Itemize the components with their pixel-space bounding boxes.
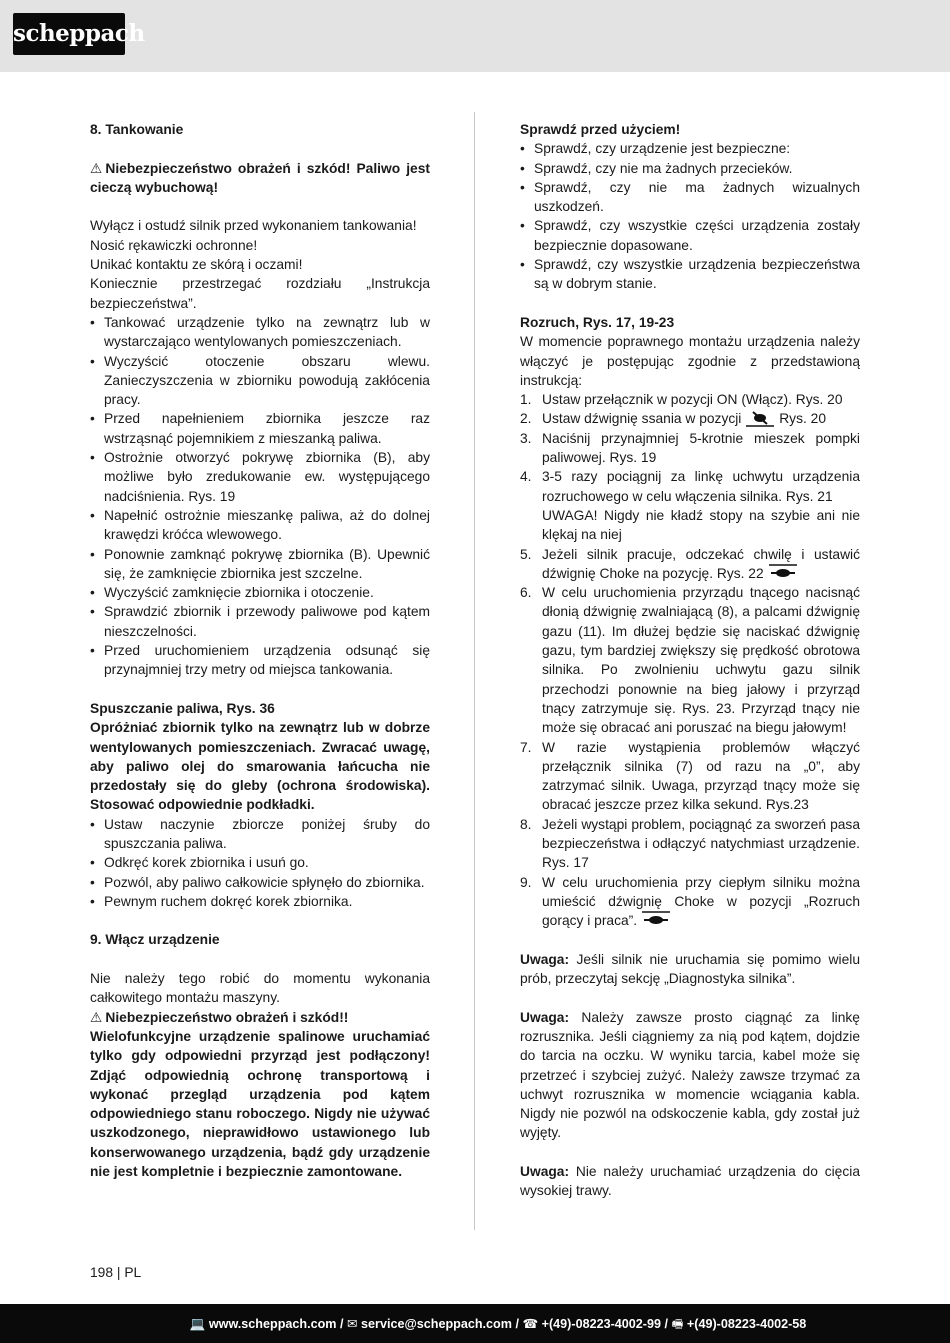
section-8-warning-text: Niebezpieczeństwo obrażeń i szkód! Paliwo jest cieczą wybuchową! xyxy=(90,160,430,195)
step-text: Jeżeli wystąpi problem, pociągnąć za sworzeń pasa bezpieczeństwa i odłączyć natychmiast urządzenie. Rys. 17 xyxy=(542,816,860,871)
page-footer xyxy=(0,1304,950,1343)
step-number: 8. xyxy=(520,816,532,832)
step-number: 2. xyxy=(520,411,532,427)
note-label: Uwaga: xyxy=(520,951,570,967)
list-item: • Sprawdź, czy urządzenie jest bezpieczne: xyxy=(520,139,860,158)
step-number: 7. xyxy=(520,739,532,755)
step-text: 3-5 razy pociągnij za linkę uchwytu urządzenia rozruchowego w celu włączenia silnika. Rys. 21 xyxy=(542,469,860,504)
list-item: • Ostrożnie otworzyć pokrywę zbiornika (B), aby możliwe było zredukowanie ew. występującego nadciśnienia. Rys. 19 xyxy=(90,448,430,506)
list-item: • Przed uruchomieniem urządzenia odsunąć się przynajmniej trzy metry od miejsca tankowania. xyxy=(90,641,430,680)
section-9-body: Wielofunkcyjne urządzenie spalinowe uruchamiać tylko gdy odpowiedni przyrząd jest podłączony! Zdjąć odpowiednią ochronę transportową i wykonać przegląd urządzenia pod kątem odpowiedniego stanu roboczego. Nigdy nie używać uszkodzonego, nieprawidłowo ustawionego lub konserwowanego urządzenia, bądź gdy urządzenie nie jest kompletnie i bezpiecznie zamontowane. xyxy=(90,1028,430,1180)
section-9-intro: Nie należy tego robić do momentu wykonania całkowitego montażu maszyny. xyxy=(90,971,430,1006)
list-item xyxy=(520,409,860,428)
email-icon: ✉ xyxy=(346,1317,358,1331)
right-column xyxy=(520,120,860,1201)
step-number: 3. xyxy=(520,430,532,446)
warning-triangle-icon: ⚠ xyxy=(90,1009,103,1025)
footer-sep: / xyxy=(339,1317,344,1331)
section-8-intro-line: Unikać kontaktu ze skórą i oczami! xyxy=(90,257,303,273)
footer-email: service@scheppach.com xyxy=(361,1317,512,1331)
page-number xyxy=(90,1265,141,1280)
check-title: Sprawdź przed użyciem! xyxy=(520,122,681,137)
section-8-warning xyxy=(90,159,430,198)
drain-title: Spuszczanie paliwa, Rys. 36 xyxy=(90,700,275,716)
page-header xyxy=(0,0,950,72)
section-9-warning xyxy=(90,1008,430,1027)
section-8-intro-line: Nosić rękawiczki ochronne! xyxy=(90,237,258,253)
note-text: Należy zawsze prosto ciągnąć za linkę rozrusznika. Jeśli ciągniemy za nią pod kątem, dojdzie do tarcia na oczku. W wyniku tarcia, kabel może się przetrzeć i szybciej zużyć. Należy zawsze trzymać za uchwyt rozrusznika w momencie wciągania kabla. Nigdy nie pozwól na odskoczenie kabla, gdy został już wyjęty. xyxy=(520,1009,860,1141)
step-number: 5. xyxy=(520,546,532,562)
step-text: Naciśnij przynajmniej 5-krotnie mieszek pompki paliwowej. Rys. 19 xyxy=(542,430,860,466)
list-item xyxy=(520,583,860,737)
section-8-intro-line: Koniecznie przestrzegać rozdziału „Instrukcja bezpieczeństwa”. xyxy=(90,276,430,311)
note-text: Nie należy uruchamiać urządzenia do cięcia wysokiej trawy. xyxy=(520,1164,860,1199)
list-item xyxy=(520,467,860,544)
list-item: • Napełnić ostrożnie mieszankę paliwa, aż do dolnej krawędzi króćca wlewowego. xyxy=(90,506,430,545)
step-text: W celu uruchomienia przyrządu tnącego nacisnąć dłonią dźwignię zwalniającą (8), a palcami dźwignię gazu (11). Im dłużej będzie się naciskać dźwignię gazu, tym bardziej zwiększy się prędkość obrotowa silnika. Po zwolnieniu uchwytu gazu silnik przechodzi ponownie na bieg jałowy i przyrząd tnący zatrzymuje się. Rys. 23. Przyrząd tnący nie może się obracać ani poruszać na biegu jałowym! xyxy=(542,585,860,736)
note-paragraph xyxy=(520,1008,860,1143)
list-item: • Wyczyścić zamknięcie zbiornika i otoczenie. xyxy=(90,583,430,602)
section-9-warning-text: Niebezpieczeństwo obrażeń i szkód!! xyxy=(105,1009,349,1025)
list-item: • Pewnym ruchem dokręć korek zbiornika. xyxy=(90,892,430,911)
step-number: 9. xyxy=(520,874,532,890)
step-text: Jeżeli silnik pracuje, odczekać chwilę i ustawić dźwignię Choke na pozycję. Rys. 22 xyxy=(542,546,860,581)
section-9-title: 9. Włącz urządzenie xyxy=(90,932,220,948)
section-8-intro-line: Wyłącz i ostudź silnik przed wykonaniem tankowania! xyxy=(90,218,417,234)
fax-icon: 🖷 xyxy=(671,1317,684,1331)
start-steps-list xyxy=(520,390,860,930)
choke-closed-icon xyxy=(745,409,775,427)
list-item: • Odkręć korek zbiornika i usuń go. xyxy=(90,853,430,872)
list-item xyxy=(520,738,860,815)
list-item xyxy=(520,545,860,584)
page-language: PL xyxy=(124,1265,142,1280)
step-text: W razie wystąpienia problemów włączyć przełącznik silnika (7) od razu na „0”, aby zatrzymać silnik. Uwaga, przyrząd tnący może się obracać jeszcze przez kilka sekund. Rys.23 xyxy=(542,739,860,813)
note-paragraph xyxy=(520,1162,860,1201)
list-item: • Sprawdź, czy wszystkie części urządzenia zostały bezpiecznie dopasowane. xyxy=(520,216,860,255)
step-text: Ustaw przełącznik w pozycji ON (Włącz). Rys. 20 xyxy=(542,392,843,408)
list-item xyxy=(520,815,860,873)
note-text: Jeśli silnik nie uruchamia się pomimo wielu prób, przeczytaj sekcję „Diagnostyka silnika”. xyxy=(520,951,860,987)
start-title: Rozruch, Rys. 17, 19-23 xyxy=(520,314,675,330)
list-item: • Sprawdzić zbiornik i przewody paliwowe pod kątem nieszczelności. xyxy=(90,602,430,641)
section-8-title: 8. Tankowanie xyxy=(90,122,184,137)
footer-phone: +(49)-08223-4002-99 xyxy=(541,1317,662,1331)
choke-open-icon xyxy=(641,911,671,929)
step-number: 6. xyxy=(520,585,532,601)
start-intro: W momencie poprawnego montażu urządzenia należy włączyć je postępując zgodnie z przedstawioną instrukcją: xyxy=(520,334,860,388)
list-item xyxy=(520,429,860,468)
note-paragraph xyxy=(520,950,860,989)
list-item: • Ustaw naczynie zbiorcze poniżej śruby do spuszczania paliwa. xyxy=(90,815,430,854)
list-item: • Pozwól, aby paliwo całkowicie spłynęło do zbiornika. xyxy=(90,873,430,892)
phone-icon: ☎ xyxy=(522,1317,539,1331)
drain-warning: Opróżniać zbiornik tylko na zewnątrz lub w dobrze wentylowanych pomieszczeniach. Zwracać uwagę, aby paliwo olej do smarowania łańcucha nie przedostały się do gleby (ochrona środowiska). Stosować odpowiednie podkładki. xyxy=(90,720,430,813)
step-text: Ustaw dźwignię ssania w pozycji xyxy=(542,411,742,427)
list-item: • Sprawdź, czy wszystkie urządzenia bezpieczeństwa są w dobrym stanie. xyxy=(520,255,860,294)
scheppach-logo xyxy=(13,13,145,55)
step-number: 1. xyxy=(520,392,532,408)
warning-triangle-icon: ⚠ xyxy=(90,160,103,176)
left-column xyxy=(90,120,430,1181)
step-warning: UWAGA! Nigdy nie kładź stopy na szybie ani nie klękaj na niej xyxy=(542,507,860,543)
footer-sep: / xyxy=(515,1317,519,1331)
footer-website: www.scheppach.com xyxy=(208,1317,337,1331)
list-item xyxy=(520,390,860,409)
list-item: • Ponownie zamknąć pokrywę zbiornika (B). Upewnić się, że zamknięcie zbiornika jest szczelne. xyxy=(90,545,430,584)
footer-contacts xyxy=(0,1315,950,1336)
note-label: Uwaga: xyxy=(520,1009,570,1025)
logo-text: scheppach xyxy=(13,20,145,47)
list-item: • Tankować urządzenie tylko na zewnątrz lub w wystarczająco wentylowanych pomieszczeniach. xyxy=(90,313,430,352)
computer-icon: 💻 xyxy=(189,1317,206,1331)
list-item: • Sprawdź, czy nie ma żadnych przecieków. xyxy=(520,159,860,178)
step-text: Rys. 20 xyxy=(779,411,826,427)
list-item: • Wyczyścić otoczenie obszaru wlewu. Zanieczyszczenia w zbiorniku powodują zakłócenia pracy. xyxy=(90,352,430,410)
list-item: • Sprawdź, czy nie ma żadnych wizualnych uszkodzeń. xyxy=(520,178,860,217)
step-text: W celu uruchomienia przy ciepłym silniku można umieścić dźwignię Choke w pozycji „Rozruch gorący i praca”. xyxy=(542,874,860,929)
footer-fax: +(49)-08223-4002-58 xyxy=(686,1317,807,1331)
step-number: 4. xyxy=(520,469,532,485)
choke-open-icon xyxy=(768,564,798,582)
page-separator: | xyxy=(116,1265,121,1280)
list-item xyxy=(520,873,860,931)
column-divider xyxy=(474,112,475,1230)
page-number-value: 198 xyxy=(90,1265,114,1280)
check-bullet-list xyxy=(520,139,860,293)
note-label: Uwaga: xyxy=(520,1164,570,1180)
list-item: • Przed napełnieniem zbiornika jeszcze raz wstrząsnąć pojemnikiem z mieszanką paliwa. xyxy=(90,409,430,448)
drain-bullet-list xyxy=(90,815,430,911)
footer-sep: / xyxy=(664,1317,669,1331)
refuel-bullet-list xyxy=(90,313,430,680)
